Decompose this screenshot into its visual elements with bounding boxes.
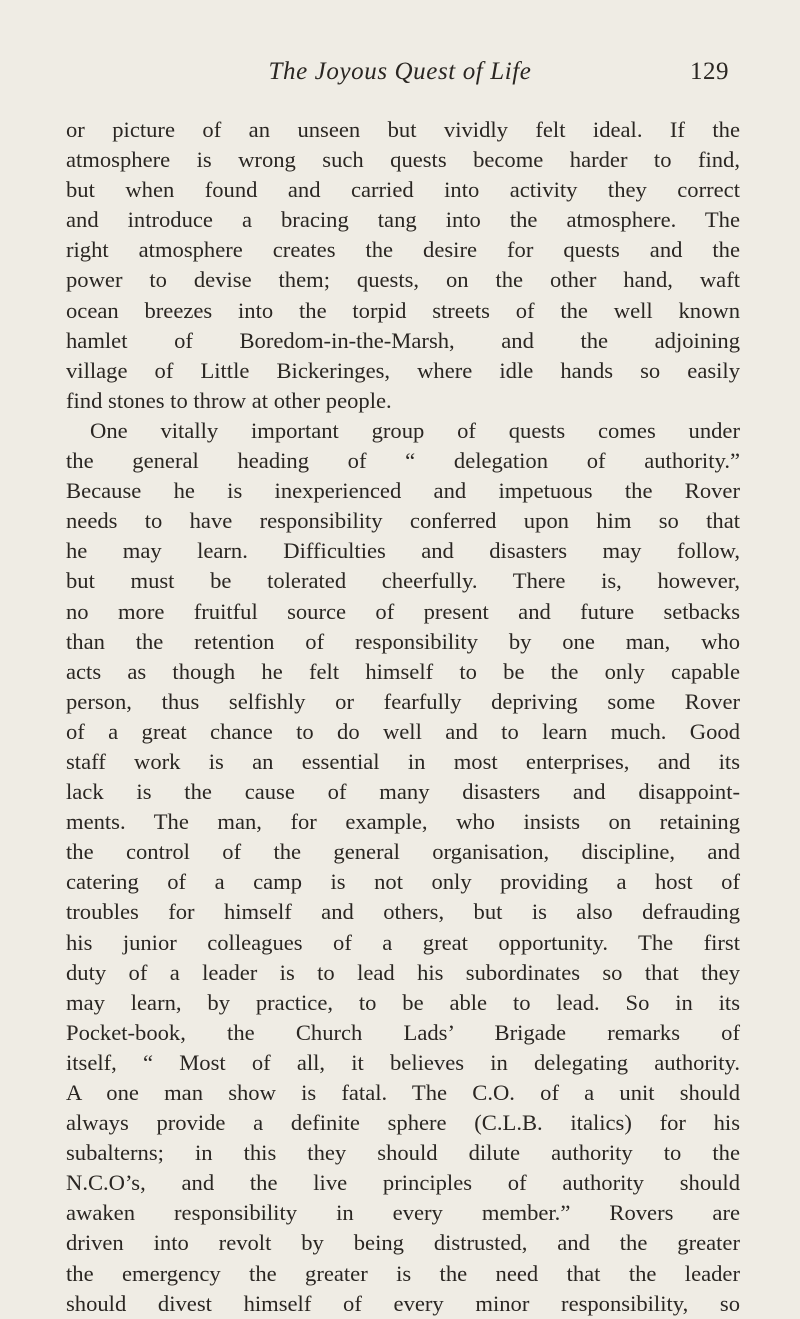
- text-line: find stones to throw at other people.: [66, 387, 392, 413]
- text-line: the general heading of “ delegation of authority.”: [66, 448, 740, 474]
- text-line: acts as though he felt himself to be the only capable: [66, 658, 740, 684]
- text-line: village of Little Bickeringes, where idle hands so easily: [66, 357, 740, 383]
- text-line: needs to have responsibility conferred upon him so that: [66, 508, 740, 534]
- text-line: right atmosphere creates the desire for quests and the: [66, 237, 740, 263]
- text-line: of a great chance to do well and to learn much. Good: [66, 718, 740, 744]
- text-line: troubles for himself and others, but is also defrauding: [66, 899, 740, 925]
- paragraph-first-line: One vitally important group of quests comes under: [90, 417, 740, 443]
- text-line: person, thus selfishly or fearfully depriving some Rover: [66, 688, 740, 714]
- text-line: and introduce a bracing tang into the atmosphere. The: [66, 207, 740, 233]
- text-line: staff work is an essential in most enterprises, and its: [66, 748, 740, 774]
- body-text: [66, 115, 740, 1319]
- text-line: driven into revolt by being distrusted, and the greater: [66, 1230, 740, 1256]
- text-line: itself, “ Most of all, it believes in delegating authority.: [66, 1049, 740, 1075]
- text-line: but must be tolerated cheerfully. There is, however,: [66, 568, 740, 594]
- text-line: Pocket-book, the Church Lads’ Brigade remarks of: [66, 1019, 740, 1045]
- text-line: than the retention of responsibility by one man, who: [66, 628, 740, 654]
- text-line: no more fruitful source of present and future setbacks: [66, 598, 740, 624]
- text-line: power to devise them; quests, on the other hand, waft: [66, 267, 740, 293]
- text-line: catering of a camp is not only providing a host of: [66, 869, 740, 895]
- text-line: awaken responsibility in every member.” Rovers are: [66, 1200, 740, 1226]
- text-line: duty of a leader is to lead his subordinates so that they: [66, 959, 740, 985]
- text-line: but when found and carried into activity they correct: [66, 177, 740, 203]
- text-line: the emergency the greater is the need that the leader: [66, 1260, 740, 1286]
- text-line: A one man show is fatal. The C.O. of a unit should: [66, 1080, 740, 1105]
- text-line: always provide a definite sphere (C.L.B. italics) for his: [66, 1110, 740, 1136]
- text-line: lack is the cause of many disasters and disappoint-: [66, 779, 740, 805]
- text-line: ments. The man, for example, who insists on retaining: [66, 809, 740, 835]
- text-line: may learn, by practice, to be able to lead. So in its: [66, 989, 740, 1015]
- text-line: N.C.O’s, and the live principles of authority should: [66, 1170, 740, 1196]
- running-head: [65, 58, 735, 98]
- text-line: should divest himself of every minor responsibility, so: [66, 1290, 740, 1316]
- text-line: he may learn. Difficulties and disasters may follow,: [66, 538, 740, 564]
- text-line: subalterns; in this they should dilute authority to the: [66, 1140, 740, 1166]
- text-line: the control of the general organisation, discipline, and: [66, 839, 740, 865]
- text-line: or picture of an unseen but vividly felt ideal. If the: [66, 117, 740, 142]
- text-line: his junior colleagues of a great opportunity. The first: [66, 929, 740, 955]
- text-line: atmosphere is wrong such quests become harder to find,: [66, 147, 740, 173]
- text-line: Because he is inexperienced and impetuous the Rover: [66, 478, 740, 504]
- running-title: The Joyous Quest of Life: [268, 58, 532, 85]
- page-number: 129: [690, 58, 729, 85]
- text-line: hamlet of Boredom-in-the-Marsh, and the adjoining: [66, 327, 740, 353]
- text-line: ocean breezes into the torpid streets of the well known: [66, 297, 740, 323]
